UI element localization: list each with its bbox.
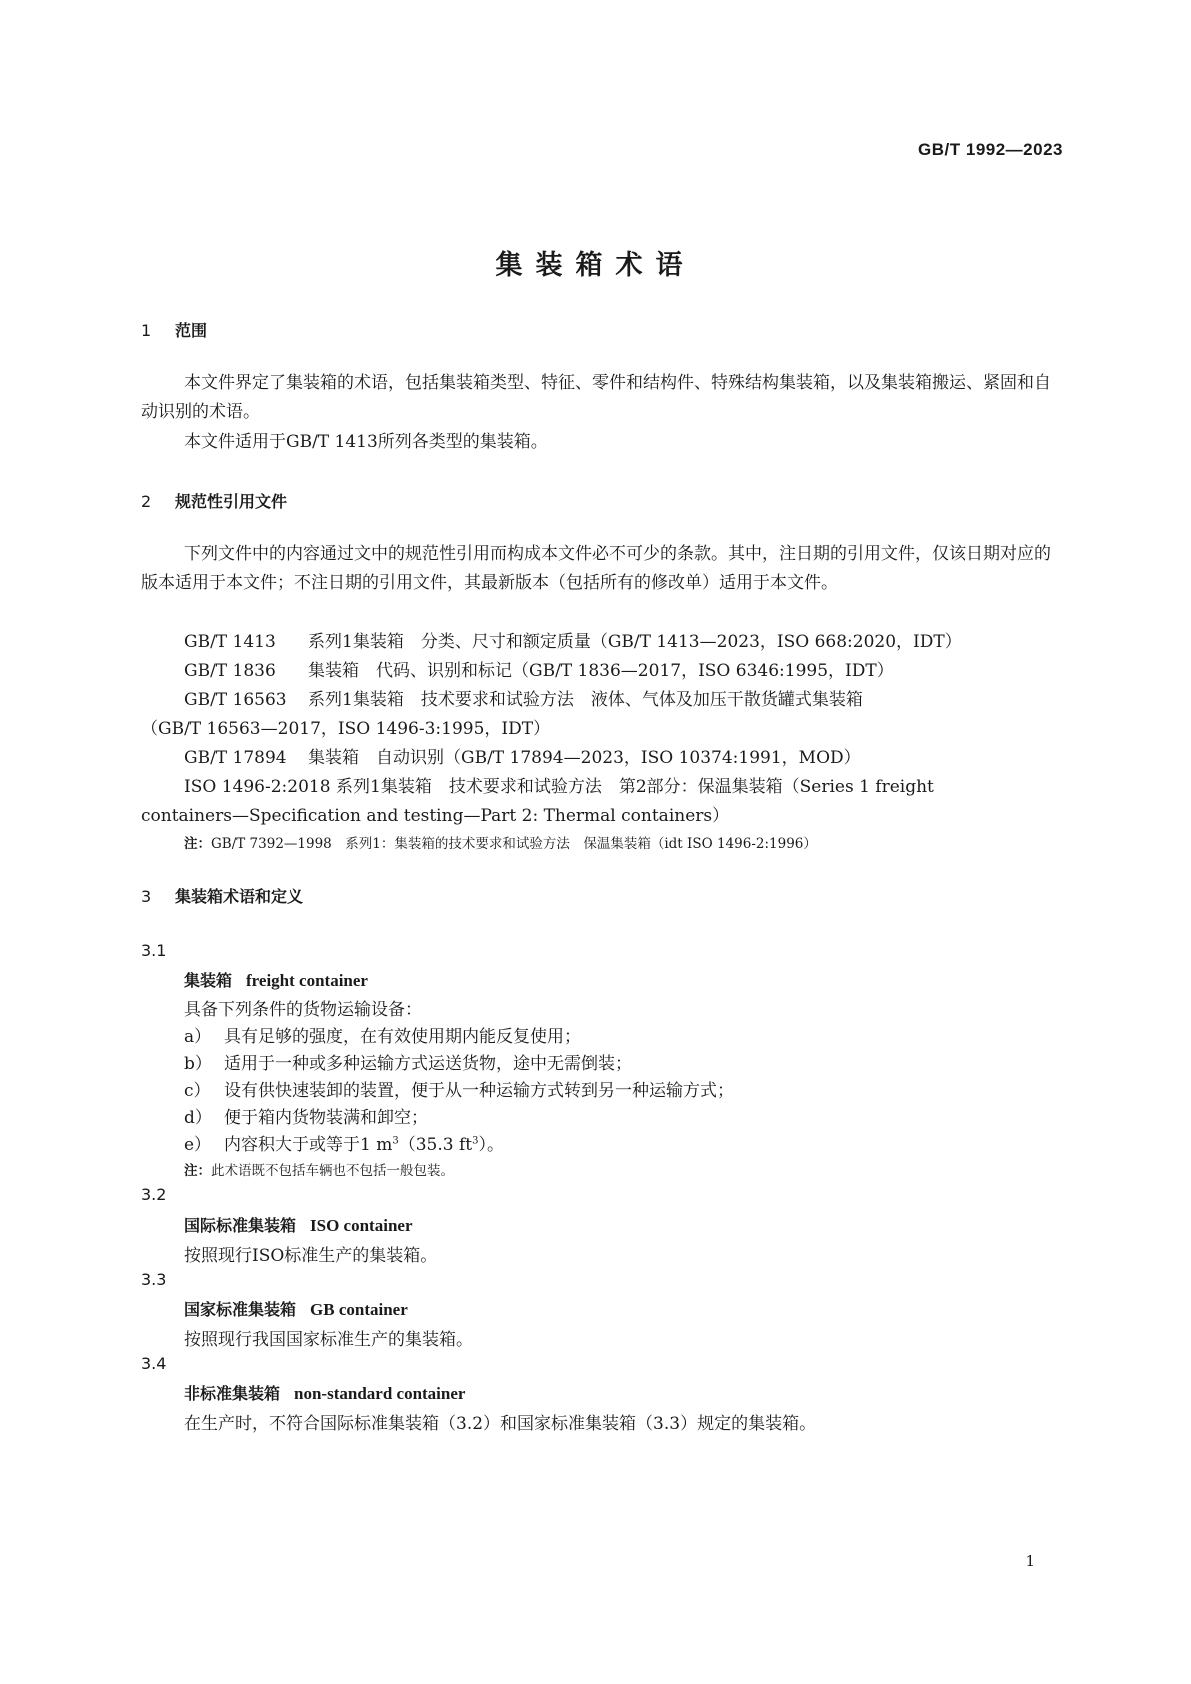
section-title: 规范性引用文件 bbox=[175, 492, 288, 511]
list-marker: a） bbox=[184, 1027, 212, 1047]
term-definition: 具备下列条件的货物运输设备： bbox=[184, 1000, 422, 1020]
reference-item bbox=[184, 685, 863, 710]
reference-item bbox=[184, 627, 962, 652]
standard-number: GB/T 1992—2023 bbox=[918, 140, 1063, 159]
reference-item bbox=[184, 656, 894, 681]
section-title: 集装箱术语和定义 bbox=[175, 887, 304, 906]
term-definition: 按照现行ISO标准生产的集装箱。 bbox=[184, 1246, 438, 1266]
list-item bbox=[184, 1103, 428, 1128]
term-heading bbox=[184, 1213, 413, 1236]
list-marker: b） bbox=[184, 1054, 212, 1074]
reference-text: 系列1集装箱 技术要求和试验方法 第2部分：保温集装箱（Series 1 freight bbox=[336, 777, 934, 797]
reference-code: GB/T 1413 bbox=[184, 632, 276, 652]
term-note bbox=[184, 1159, 454, 1179]
reference-item bbox=[184, 743, 861, 768]
reference-text: 系列1集装箱 技术要求和试验方法 液体、气体及加压干散货罐式集装箱 bbox=[308, 690, 863, 710]
reference-code: GB/T 17894 bbox=[184, 748, 287, 768]
term-zh: 集装箱 bbox=[184, 971, 233, 990]
references-note bbox=[184, 832, 817, 852]
reference-text: 集装箱 自动识别（GB/T 17894—2023，ISO 10374:1991，MOD） bbox=[308, 748, 861, 768]
term-heading bbox=[184, 968, 368, 991]
list-marker: e） bbox=[184, 1135, 212, 1155]
list-text: 内容积大于或等于1 $m^3(35.3$ $ft^3$）。 bbox=[224, 1135, 504, 1155]
term-zh: 国家标准集装箱 bbox=[184, 1300, 297, 1319]
term-zh: 国际标准集装箱 bbox=[184, 1216, 297, 1235]
list-item bbox=[184, 1130, 504, 1155]
scope-paragraph-2: 本文件适用于GB/T 1413所列各类型的集装箱。 bbox=[184, 432, 548, 452]
section-2-heading bbox=[141, 489, 287, 512]
term-definition: 在生产时，不符合国际标准集装箱（3.2）和国家标准集装箱（3.3）规定的集装箱。 bbox=[184, 1414, 817, 1434]
list-item bbox=[184, 1076, 734, 1101]
note-text: 此术语既不包括车辆也不包括一般包装。 bbox=[211, 1163, 454, 1179]
reference-code: GB/T 16563 bbox=[184, 690, 287, 710]
section-title: 范围 bbox=[175, 321, 208, 340]
section-number: 3 bbox=[141, 887, 152, 906]
reference-code: GB/T 1836 bbox=[184, 661, 276, 681]
note-label: 注： bbox=[184, 1163, 211, 1179]
section-3-heading bbox=[141, 884, 303, 907]
list-marker: d） bbox=[184, 1108, 212, 1128]
term-number: 3.3 bbox=[141, 1270, 167, 1289]
term-en: non-standard container bbox=[294, 1384, 466, 1403]
references-intro: 下列文件中的内容通过文中的规范性引用而构成本文件必不可少的条款。其中，注日期的引用文件，仅该日期对应的版本适用于本文件；不注日期的引用文件，其最新版本（包括所有的修改单）适用于本文件。 bbox=[141, 544, 1051, 593]
reference-continuation: containers—Specification and testing—Part 2: Thermal containers） bbox=[141, 806, 730, 826]
reference-text: 系列1集装箱 分类、尺寸和额定质量（GB/T 1413—2023，ISO 668:2020，IDT） bbox=[308, 632, 962, 652]
term-en: GB container bbox=[310, 1300, 408, 1319]
list-text: 便于箱内货物装满和卸空； bbox=[224, 1108, 428, 1128]
document-title: 集装箱术语 bbox=[495, 250, 696, 281]
list-text: 具有足够的强度，在有效使用期内能反复使用； bbox=[224, 1027, 581, 1047]
section-1-heading bbox=[141, 318, 207, 341]
term-zh: 非标准集装箱 bbox=[184, 1384, 281, 1403]
list-item bbox=[184, 1022, 581, 1047]
section-number: 2 bbox=[141, 492, 152, 511]
list-text: 设有供快速装卸的装置，便于从一种运输方式转到另一种运输方式； bbox=[224, 1081, 734, 1101]
scope-paragraph-1: 本文件界定了集装箱的术语，包括集装箱类型、特征、零件和结构件、特殊结构集装箱，以及集装箱搬运、紧固和自动识别的术语。 bbox=[141, 373, 1051, 422]
reference-text: 集装箱 代码、识别和标记（GB/T 1836—2017，ISO 6346:1995，IDT） bbox=[308, 661, 894, 681]
list-marker: c） bbox=[184, 1081, 211, 1101]
list-text: 适用于一种或多种运输方式运送货物，途中无需倒装； bbox=[224, 1054, 632, 1074]
reference-item bbox=[184, 772, 934, 797]
note-label: 注： bbox=[184, 836, 211, 852]
term-heading bbox=[184, 1297, 408, 1320]
list-item bbox=[184, 1049, 632, 1074]
reference-continuation: （GB/T 16563—2017，ISO 1496-3:1995，IDT） bbox=[141, 719, 551, 739]
term-heading bbox=[184, 1381, 465, 1404]
term-number: 3.1 bbox=[141, 941, 167, 960]
term-number: 3.4 bbox=[141, 1354, 167, 1373]
reference-code: ISO 1496-2:2018 bbox=[184, 777, 331, 797]
term-definition: 按照现行我国国家标准生产的集装箱。 bbox=[184, 1330, 473, 1350]
note-text: GB/T 7392—1998 系列1：集装箱的技术要求和试验方法 保温集装箱（idt ISO 1496-2:1996） bbox=[211, 836, 817, 852]
page-number: 1 bbox=[1025, 1552, 1035, 1570]
term-en: ISO container bbox=[310, 1216, 413, 1235]
term-en: freight container bbox=[246, 971, 368, 990]
section-number: 1 bbox=[141, 321, 152, 340]
term-number: 3.2 bbox=[141, 1185, 167, 1204]
